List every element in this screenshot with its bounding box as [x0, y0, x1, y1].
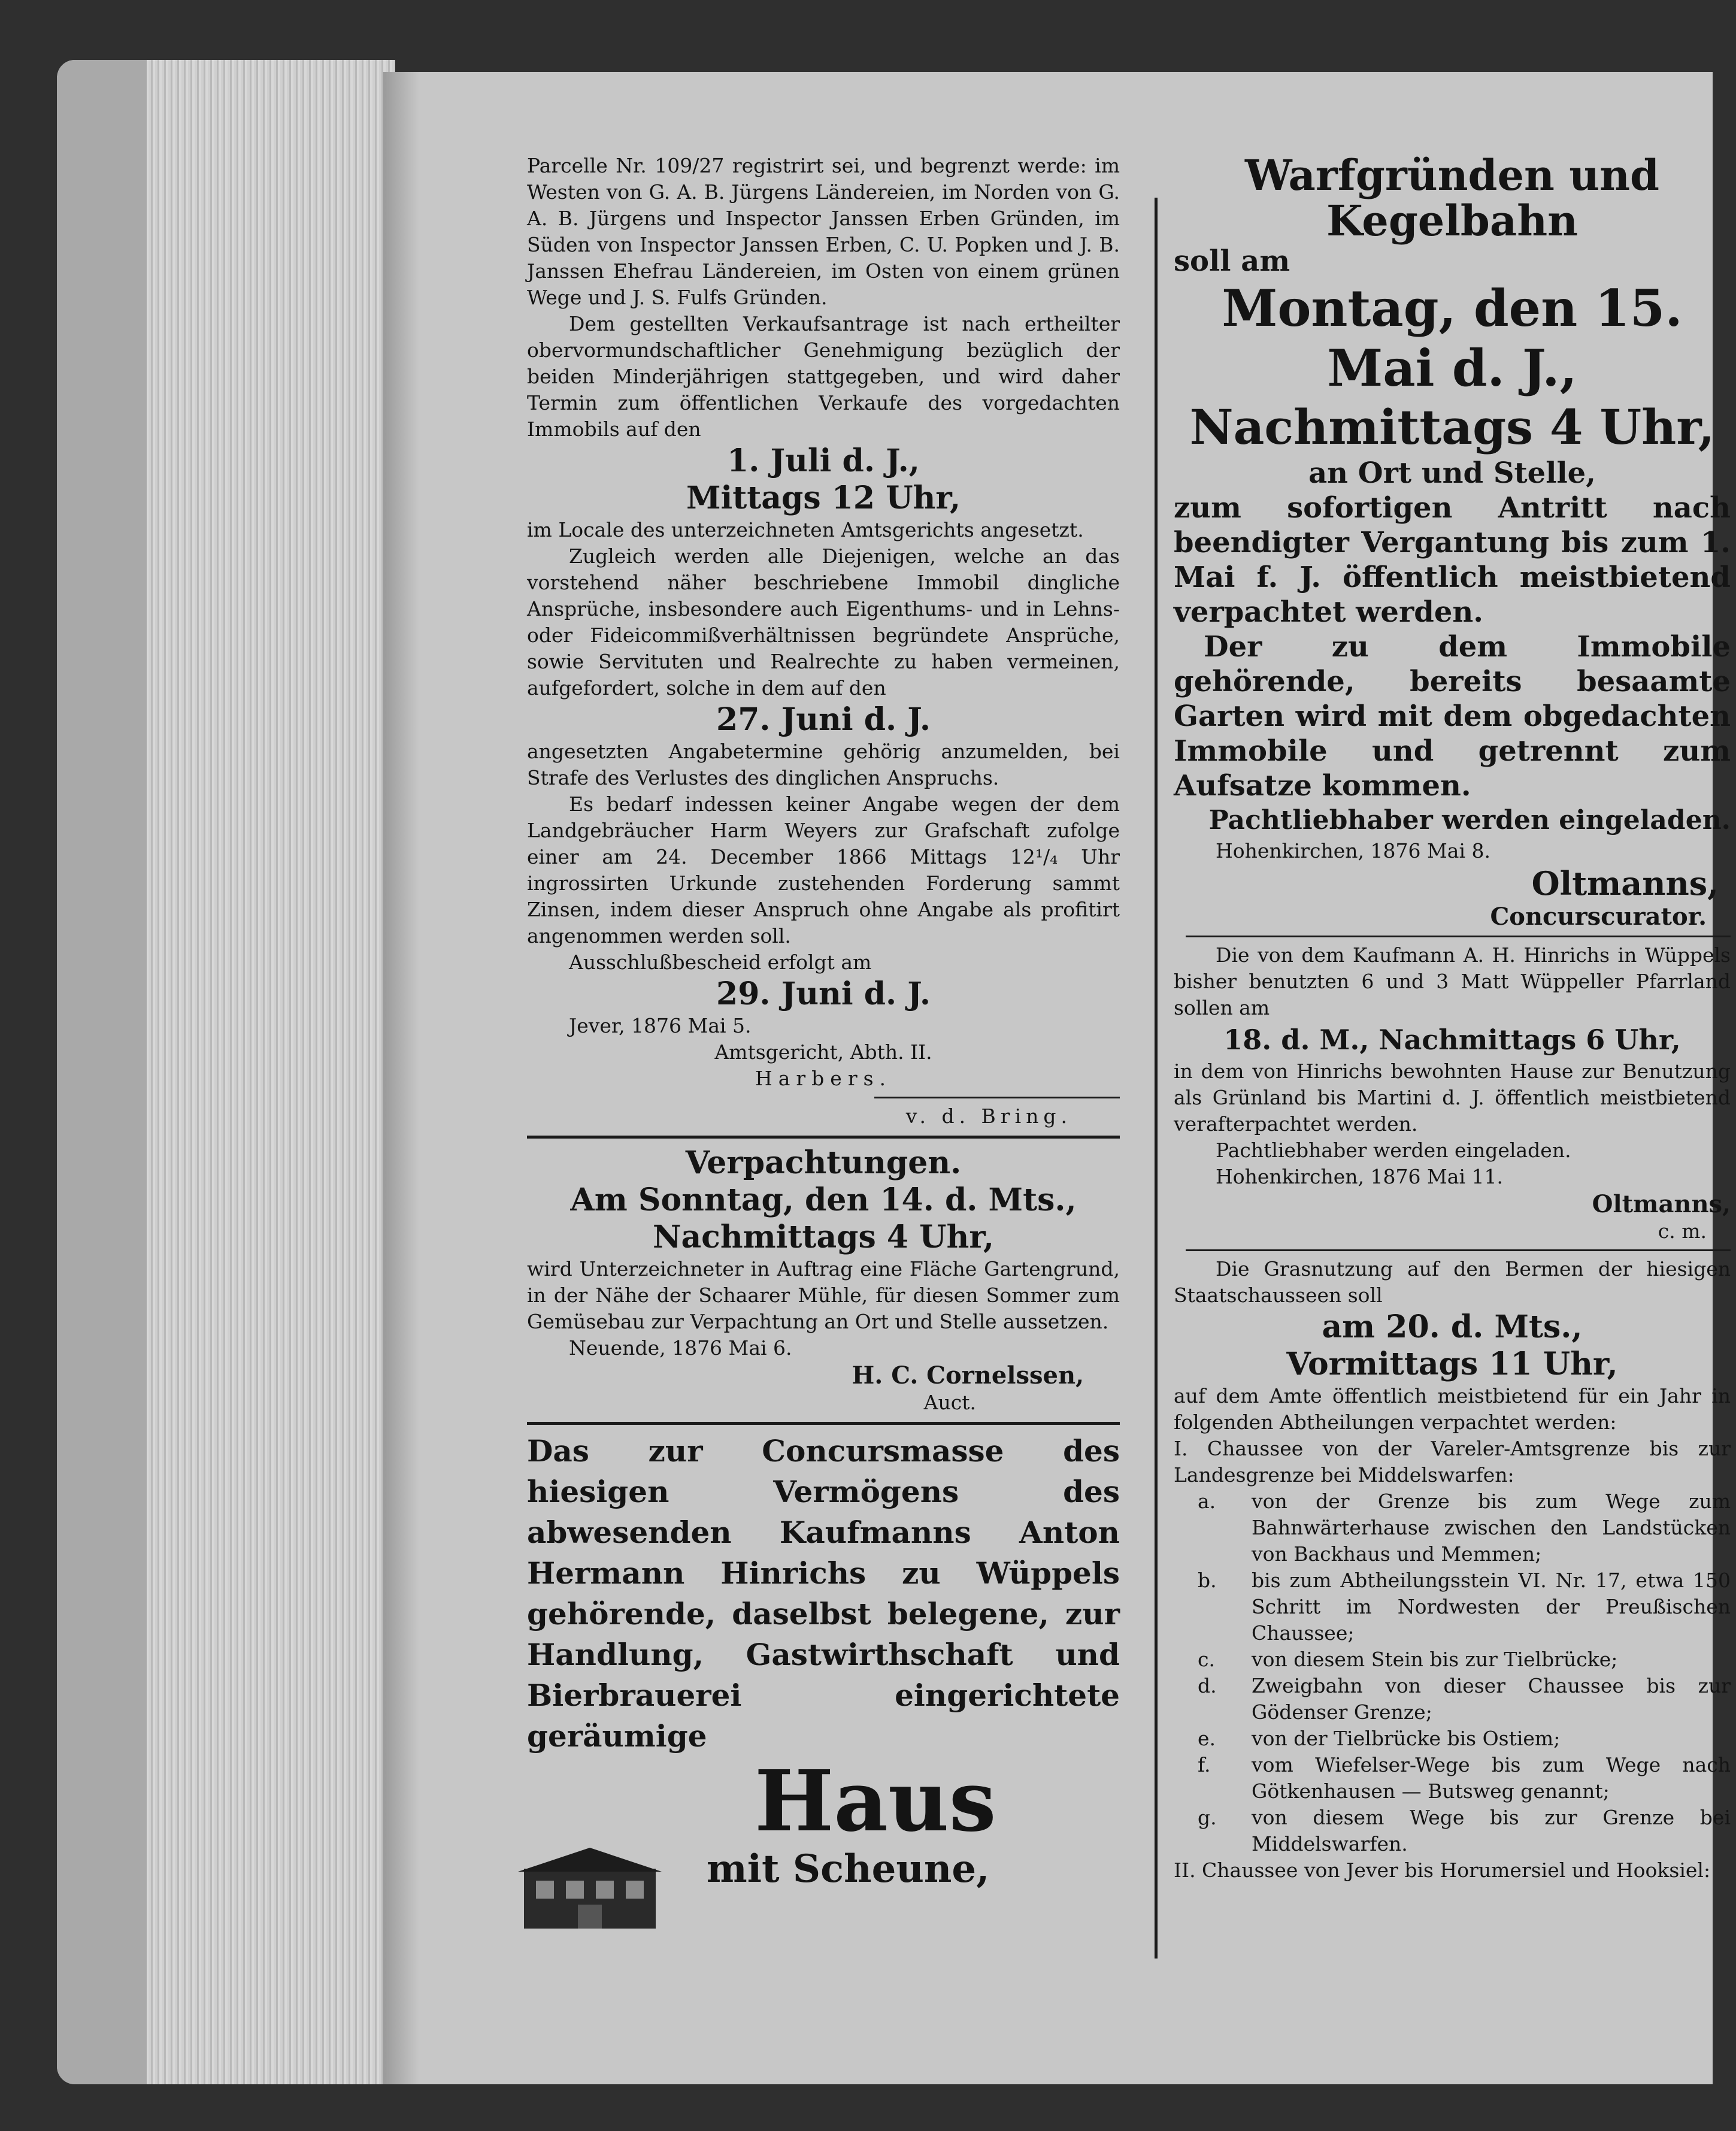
time-heading: Nachmittags 4 Uhr, — [652, 1219, 995, 1255]
signature: Oltmanns, — [1531, 864, 1719, 903]
paragraph: Der zu dem Immobile gehörende, bereits besaamte Garten wird mit dem obgedachten Immobile und getrennt zum Aufsatze kommen. — [1174, 630, 1731, 803]
date-heading: 18. d. M., Nachmittags 6 Uhr, — [1223, 1024, 1681, 1056]
role: c. m. — [1658, 1219, 1707, 1243]
list-item: d. Zweigbahn von dieser Chaussee bis zur Gödenser Grenze; — [1198, 1674, 1731, 1724]
paragraph: Zugleich werden alle Diejenigen, welche an das vorstehend näher beschriebene Immobil dingliche Ansprüche, insbesondere auch Eigenthums- und in Lehns- oder Fideicommißverhältnissen begründete Ansprüche, sowie Servituten und Realrechte zu haben vermeinen, aufgefordert, solche in dem auf den — [527, 544, 1120, 700]
text: Pachtliebhaber werden eingeladen. — [1208, 805, 1731, 836]
sub-list — [1174, 1488, 1731, 1857]
place-date: Neuende, 1876 Mai 6. — [569, 1336, 792, 1360]
paragraph: Parcelle Nr. 109/27 registrirt sei, und begrenzt werde: im Westen von G. A. B. Jürgens Ländereien, im Norden von G. A. B. Jürgens und Inspector Janssen Erben Gründen, im Süden von Inspector Janssen Erben, C. U. Popken und J. B. Janssen Ehefrau Ländereien, im Osten von einem grünen Wege und J. S. Fulfs Gründen. — [527, 154, 1120, 309]
signature: H. C. Cornelssen, — [852, 1361, 1084, 1390]
paragraph: Die von dem Kaufmann A. H. Hinrichs in Wüppels bisher benutzten 6 und 3 Matt Wüppeller Pfarrland sollen am — [1174, 943, 1731, 1019]
paragraph: auf dem Amte öffentlich meistbietend für ein Jahr in folgenden Abtheilungen verpachtet werden: — [1174, 1384, 1731, 1434]
role: Concurscurator. — [1490, 903, 1707, 931]
paragraph: wird Unterzeichneter in Auftrag eine Fläche Gartengrund, in der Nähe der Schaarer Mühle, für diesen Sommer zum Gemüsebau zur Verpachtung an Ort und Stelle aussetzen. — [527, 1257, 1120, 1333]
house-illustration — [512, 1845, 668, 1935]
paragraph: Pachtliebhaber werden eingeladen. — [1216, 1139, 1571, 1162]
date-heading: Am Sonntag, den 14. d. Mts., — [570, 1182, 1077, 1218]
paragraph: angesetzten Angabetermine gehörig anzumelden, bei Strafe des Verlustes des dinglichen Anspruchs. — [527, 740, 1120, 789]
place-date: Jever, 1876 Mai 5. — [569, 1014, 752, 1037]
headline: Warfgründen und — [1245, 150, 1659, 200]
date-heading: 1. Juli d. J., — [727, 443, 920, 479]
signature: Oltmanns, — [1592, 1190, 1731, 1218]
list-item: e. von der Tielbrücke bis Ostiem; — [1198, 1727, 1561, 1750]
paragraph: zum sofortigen Antritt nach beendigter Vergantung bis zum 1. Mai f. J. öffentlich meistbietend verpachtet werden. — [1174, 491, 1731, 629]
right-column — [1174, 150, 1731, 1884]
date-heading: 29. Juni d. J. — [716, 976, 931, 1012]
paragraph: Die Grasnutzung auf den Bermen der hiesigen Staatschausseen soll — [1174, 1257, 1731, 1307]
list-heading: I. Chaussee von der Vareler-Amtsgrenze bis zur Landesgrenze bei Middelswarfen: — [1174, 1437, 1731, 1487]
date-heading: Montag, den 15. Mai d. J., — [1222, 279, 1683, 398]
signature: Harbers. — [755, 1067, 892, 1090]
time-heading: Mittags 12 Uhr, — [686, 480, 961, 516]
place-date: Hohenkirchen, 1876 Mai 11. — [1216, 1165, 1503, 1188]
divider — [1186, 936, 1731, 937]
headline: Kegelbahn — [1326, 196, 1578, 246]
list-item: g. von diesem Wege bis zur Grenze bei Middelswarfen. — [1198, 1806, 1731, 1855]
column-rule — [1155, 198, 1158, 1959]
paragraph: Es bedarf indessen keiner Angabe wegen der dem Landgebräucher Harm Weyers zur Grafschaft zufolge einer am 24. December 1866 Mittags 12¹/₄ Uhr ingrossirten Urkunde zustehenden Forderung sammt Zinsen, indem dieser Anspruch ohne Angabe als profitirt angenommen werden soll. — [527, 792, 1120, 948]
signature: v. d. Bring. — [905, 1104, 1072, 1128]
time-heading: Nachmittags 4 Uhr, — [1189, 399, 1715, 455]
paragraph: in dem von Hinrichs bewohnten Hause zur Benutzung als Grünland bis Martini d. J. öffentlich meistbietend verafterpachtet werden. — [1174, 1060, 1731, 1136]
divider — [527, 1136, 1120, 1139]
paragraph: Das zur Concursmasse des hiesigen Vermögens des abwesenden Kaufmanns Anton Hermann Hinrichs zu Wüppels gehörende, daselbst belegene, zur Handlung, Gastwirthschaft und Bierbrauerei eingerichtete geräumige — [527, 1433, 1120, 1754]
section-title: Verpachtungen. — [685, 1145, 962, 1181]
list-item: c. von diesem Stein bis zur Tielbrücke; — [1198, 1648, 1618, 1671]
role: Auct. — [923, 1391, 976, 1414]
divider — [527, 1422, 1120, 1425]
list-item: a. von der Grenze bis zum Wege zum Bahnwärterhause zwischen den Landstücken von Backhaus und Memmen; — [1198, 1490, 1731, 1566]
time-heading: Vormittags 11 Uhr, — [1286, 1346, 1618, 1382]
book-edge-speckle — [57, 60, 147, 2084]
paragraph: Dem gestellten Verkaufsantrage ist nach ertheilter obervormundschaftlicher Genehmigung bezüglich der beiden Minderjährigen stattgegeben, und wird daher Termin zum öffentlichen Verkaufe des vorgedachten Immobils auf den — [527, 312, 1120, 441]
page-gutter-shadow — [383, 72, 419, 2084]
list-heading: II. Chaussee von Jever bis Horumersiel und Hooksiel: — [1174, 1858, 1711, 1882]
paragraph: im Locale des unterzeichneten Amtsgerichts angesetzt. — [527, 518, 1084, 541]
list-item: f. vom Wiefelser-Wege bis zum Wege nach Götkenhausen — Butsweg genannt; — [1198, 1753, 1731, 1803]
place-date: Hohenkirchen, 1876 Mai 8. — [1216, 839, 1490, 862]
divider — [1186, 1249, 1731, 1251]
headline: Haus — [755, 1752, 996, 1851]
date-heading: am 20. d. Mts., — [1322, 1309, 1583, 1345]
text: an Ort und Stelle, — [1308, 456, 1596, 490]
date-heading: 27. Juni d. J. — [716, 701, 931, 738]
court-name: Amtsgericht, Abth. II. — [714, 1040, 932, 1064]
text: soll am — [1174, 244, 1290, 278]
list-item: b. bis zum Abtheilungsstein VI. Nr. 17, etwa 150 Schritt im Nordwesten der Preußischen Chaussee; — [1198, 1569, 1731, 1645]
left-column — [527, 153, 1120, 1892]
subheadline: mit Scheune, — [707, 1847, 990, 1891]
divider — [874, 1097, 1120, 1098]
paragraph: Ausschlußbescheid erfolgt am — [569, 951, 872, 974]
